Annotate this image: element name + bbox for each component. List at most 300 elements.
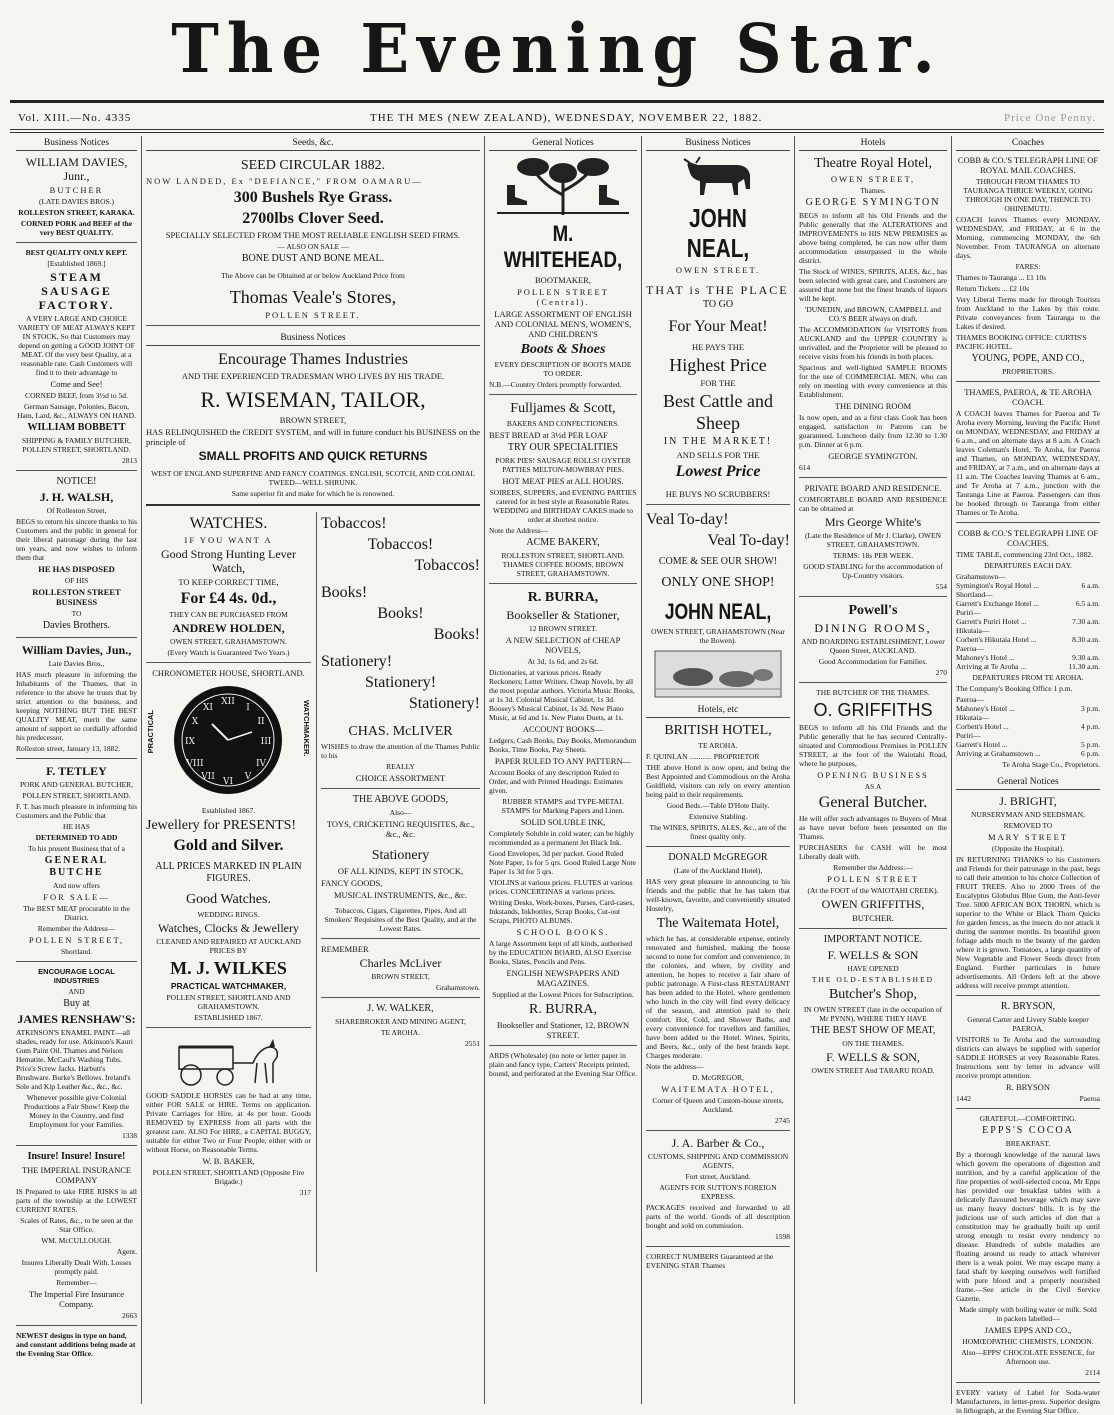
- ad-text: AS A: [864, 782, 882, 791]
- ad-heading: JAMES RENSHAW'S:: [17, 1012, 136, 1026]
- ad-text: Tobaccos, Cigars, Cigarettes, Pipes, And all Smokers' Requisites of the Best Quality, and at the Lowest Rates.: [324, 906, 477, 933]
- timetable-time: 6 p.m.: [1081, 749, 1100, 758]
- svg-text:X: X: [191, 717, 199, 727]
- ad-text: IN THE MARKET!: [663, 436, 773, 447]
- ad-text: (Every Watch is Guaranteed Two Years.): [167, 648, 290, 657]
- ad-text: OF HIS: [64, 576, 89, 585]
- ad-text: BUTCHER: [49, 185, 104, 195]
- ad-heading: THAMES, PAEROA, & TE AROHA COACH.: [964, 387, 1092, 407]
- ad-heading: J. W. WALKER,: [367, 1003, 434, 1014]
- ad-number-row: [956, 1094, 1100, 1103]
- ad-heading: Insure! Insure! Insure!: [27, 1151, 126, 1162]
- ad-text: FARES:: [1015, 262, 1041, 271]
- ad-text: Return Tickets ... £2 10s: [956, 284, 1030, 293]
- section-header: Coaches: [956, 136, 1100, 151]
- divider: [646, 846, 790, 847]
- ad-number: 1338: [122, 1131, 137, 1140]
- ad-heading: Gold and Silver.: [173, 837, 284, 854]
- timetable-time: 4 p.m.: [1081, 722, 1100, 731]
- ad-text: NOW LANDED, Ex "DEFIANCE," FROM OAMARU—: [146, 176, 423, 186]
- ad-heading: Stationery!: [408, 695, 480, 712]
- ad-text: Davies Brothers.: [42, 620, 111, 631]
- watch-ads: [146, 512, 311, 1272]
- timetable-stop: Mahoney's Hotel ...: [956, 653, 1015, 662]
- clock-icon: [172, 684, 284, 796]
- ad-heading: ENCOURAGE LOCAL INDUSTRIES: [38, 967, 115, 985]
- ad-text: WEST OF ENGLAND SUPERFINE AND FANCY COATINGS. ENGLISH, SCOTCH, AND COLONIAL TWEED—WELL SHRUNK.: [151, 469, 475, 487]
- ad-text: JAMES EPPS AND CO.,: [984, 1325, 1072, 1335]
- place-date: THE TH MES (NEW ZEALAND), WEDNESDAY, NOVEMBER 22, 1882.: [370, 112, 763, 124]
- ad-text: To his present Business that of a: [28, 844, 125, 853]
- ad-text: DEPARTURES EACH DAY.: [984, 561, 1072, 570]
- ad-heading: DONALD McGREGOR: [668, 852, 768, 863]
- ad-heading: BRITISH HOTEL,: [664, 723, 772, 738]
- ad-heading: SMALL PROFITS AND QUICK RETURNS: [198, 449, 428, 463]
- ad-text: SPECIALLY SELECTED FROM THE MOST RELIABLE ENGLISH SEED FIRMS.: [165, 230, 461, 240]
- divider: [646, 1246, 790, 1247]
- divider: [16, 1145, 137, 1146]
- ad-text: Is now open, and as a first class Cook has been engaged, satisfaction to Patrons can be guaranteed. Luncheon daily from 12.30 to 1.30 p.m. Dinner at 6 p.m.: [799, 413, 947, 449]
- ad-heading: J. BRIGHT,: [999, 794, 1057, 808]
- ad-text: BROWN STREET,: [279, 415, 347, 425]
- column-seeds: [142, 136, 484, 1404]
- column-coaches: [952, 136, 1104, 1415]
- ad-heading: Charles McLiver: [359, 956, 442, 970]
- ad-number: 2813: [122, 456, 137, 465]
- ad-heading: Butcher's Shop,: [828, 987, 918, 1002]
- ad-text: Thames.: [860, 186, 886, 195]
- ad-heading: R. BURRA,: [527, 590, 599, 605]
- ad-text: THE above Hotel is now open, and being the Best Appointed and Commodious on the Aroha Goldfield, visitors can rely on every attention being paid to their requirements.: [646, 763, 790, 799]
- ad-text: OWEN STREET, GRAHAMSTOWN.: [170, 637, 287, 646]
- ad-heading: ACME BAKERY,: [526, 537, 600, 548]
- section-header: Hotels, etc: [646, 703, 790, 718]
- ad-text: BAKERS AND CONFECTIONERS.: [506, 419, 620, 428]
- ad-text: By a thorough knowledge of the natural laws which govern the operations of digestion and nutrition, and by a careful application of the fine properties of well-selected cocoa, Mr Epps has provided our breakfast tables with a delicately flavoured beverage which may save us many heavy doctors' bills. It is by the judicious use of such articles of diet that a constitution may be gradually built up until strong enough to resist every tendency to disease. Hundreds of subtle maladies are floating around us ready to attack wherever there is a weak point. We may escape many a fatal shaft by keeping ourselves well fortified with pure blood and a properly nourished frame.—See article in the Civil Service Gazette.: [956, 1150, 1100, 1303]
- ad-text: ROLLESTON STREET BUSINESS: [32, 587, 121, 607]
- ad-text: IN RETURNING THANKS to his Customers and Friends for their patronage in the past, begs to call their attention to his choice Collection of FRUIT TREES. Also to 2000 Trees of the Eucalyptus Globulus Blue Gum, the Anti-fever Tree. 5000 AFRICAN BOX THORN, which is superior to the White or Black Thorn Quicks for garden fences, as the insects do not attack it during the summer months. Its beautiful green foliage adds much to the beauty of the garden where it is grown. Tomatoes, a large quantity of New Vegetable and Flower Seeds direct from England. Further particulars in future advertisements. All Orders left at the above address will receive prompt attention.: [956, 855, 1100, 990]
- ad-heading: WILLIAM BOBBETT: [27, 422, 126, 433]
- ad-heading: Best Cattle and Sheep: [663, 391, 773, 433]
- ad-heading: Lowest Price: [675, 463, 761, 480]
- divider: [646, 1130, 790, 1131]
- ad-heading: Boots & Shoes: [520, 342, 606, 357]
- svg-text:VI: VI: [222, 777, 234, 787]
- ad-text: CORNED PORK and BEEF of the very BEST QUALITY.: [20, 219, 133, 237]
- ad-text: BEGS to return his sincere thanks to his Customers and the public in general for their liberal patronage during the last ten years, and now wishes to inform them that: [16, 517, 137, 562]
- ad-text: TE AROHA.: [698, 741, 738, 750]
- ad-heading: CHAS. McLIVER: [348, 724, 453, 739]
- ad-heading: J. H. WALSH,: [39, 490, 114, 504]
- ad-heading: IMPORTANT NOTICE.: [823, 934, 923, 945]
- ad-heading: Veal To-day!: [707, 532, 790, 549]
- ad-text: D. McGREGOR,: [692, 1073, 744, 1082]
- ad-text: EVERY variety of Label for Soda-water Manufacturers, in letter-press. Superior designs in lithograph, at the Evening Star Office.: [956, 1388, 1100, 1415]
- ad-heading: O. GRIFFITHS: [813, 700, 933, 720]
- ad-text: Thames to Tauranga ... £1 10s: [956, 273, 1047, 282]
- ad-text: Established 1867.: [201, 806, 256, 815]
- svg-text:I: I: [246, 703, 250, 713]
- ad-text: TO KEEP CORRECT TIME,: [178, 577, 279, 587]
- ad-heading: COBB & CO.'S TELEGRAPH LINE OF ROYAL MAIL COACHES.: [957, 155, 1099, 175]
- divider: [146, 662, 311, 663]
- ad-text: PAPER RULED TO ANY PATTERN—: [494, 756, 632, 766]
- ad-text: CUSTOMS, SHIPPING AND COMMISSION AGENTS,: [647, 1152, 789, 1170]
- timetable-stop: Garrett's Exchange Hotel ...: [956, 599, 1039, 608]
- ad-text: AND: [68, 987, 85, 996]
- divider: [321, 997, 480, 998]
- ad-text: N.B.—Country Orders promptly forwarded.: [489, 380, 622, 389]
- ad-heading: 300 Bushels Rye Grass.: [233, 189, 393, 206]
- ad-text: (Late of the Auckland Hotel),: [673, 866, 763, 875]
- ad-text: FOR THE: [700, 378, 736, 388]
- timetable-row: [956, 572, 1100, 581]
- ad-text: Rolleston street, January 13, 1882.: [16, 744, 120, 753]
- divider: [321, 938, 480, 939]
- ad-text: The Stock of WINES, SPIRITS, ALES, &c., has been selected with great care, and Customers are assured that none but the finest brands of liquors will be kept.: [799, 267, 947, 303]
- divider: [16, 961, 137, 962]
- timetable-time: 6.5 a.m.: [1075, 599, 1100, 608]
- section-header: Seeds, &c.: [146, 136, 480, 151]
- ad-heading: F. TETLEY: [46, 764, 107, 778]
- column-hotels: [795, 136, 951, 1404]
- ad-text: 'DUNEDIN, and BROWN, CAMPBELL and CO.'S BEER always on draft.: [804, 305, 942, 323]
- timetable-stop: Arriving at Grahamstown ...: [956, 749, 1041, 758]
- ad-text: OWEN STREET,: [830, 174, 916, 184]
- ad-heading: JOHN NEAL,: [686, 203, 750, 263]
- ad-text: HE BUYS NO SCRUBBERS!: [665, 489, 771, 499]
- ad-number: 2114: [1085, 1368, 1100, 1377]
- ad-text: Of Rolleston Street,: [46, 506, 107, 515]
- timetable-stop: Puriri—: [956, 608, 981, 617]
- ad-text: Insures Liberally Dealt With. Losses promptly paid.: [21, 1258, 132, 1276]
- ad-text: BEGS to inform all his Old Friends and the Public generally that he has secured Centrally-situated and Commodious Premises in POLLEN STREET, at the foot of the Waiotahi Road, where he purposes,: [799, 723, 947, 768]
- ad-heading: YOUNG, POPE, AND CO.,: [971, 353, 1085, 364]
- dateline: [14, 108, 1100, 128]
- timetable-time: 9.30 a.m.: [1072, 653, 1100, 662]
- ad-text: Dictionaries, at various prices. Ready Reckoners; Letter Writers. Cheap Novels, by all the most popular authors. Victoria Music Books, at 1s 3d. Colonial Musical Cabinet, 1s 3d. Boosey's Musical Cabinet, 1s 3d. New Piano Music, at 6d and 1s. New Piano Duets, at 1s.: [489, 668, 635, 722]
- timetable-row: [956, 749, 1100, 758]
- timetable-row: [956, 635, 1100, 644]
- timetable-row: [956, 626, 1100, 635]
- ad-text: IN OWEN STREET (late in the occupation of Mr PYNN), WHERE THEY HAVE: [803, 1005, 943, 1023]
- ad-text: AND SELLS FOR THE: [676, 450, 760, 460]
- ad-text: Whenever possible give Colonial Productions a Fair Show! Keep the Money in the Country, and find Employment for your Families.: [23, 1093, 130, 1129]
- ad-text: COMFORTABLE BOARD AND RESIDENCE can be obtained at: [799, 495, 947, 513]
- timetable-row: [956, 644, 1100, 653]
- timetable-row: [956, 590, 1100, 599]
- ad-text: BREAKFAST.: [1005, 1139, 1051, 1148]
- svg-text:XII: XII: [221, 697, 235, 707]
- ad-heading: For Your Meat!: [668, 318, 768, 335]
- ad-text: CORRECT NUMBERS Guaranteed at the EVENING STAR Thames: [646, 1252, 774, 1270]
- divider: [146, 325, 480, 326]
- ad-text: ON THE THAMES.: [842, 1039, 904, 1048]
- timetable-stop: Hikutaia—: [956, 713, 990, 722]
- ad-text: POLLEN STREET,: [28, 935, 125, 945]
- ad-text: 12 BROWN STREET.: [529, 624, 597, 633]
- ad-text: General Carter and Livery Stable keeper PAEROA.: [967, 1015, 1089, 1033]
- divider: [489, 1045, 637, 1046]
- ad-text: CHRONOMETER HOUSE, SHORTLAND.: [152, 668, 305, 678]
- ad-text: Good Beds.—Table D'Hote Daily.: [666, 801, 770, 810]
- ad-text: Corner of Queen and Custom-house streets, Auckland.: [652, 1096, 784, 1114]
- divider: [321, 788, 480, 789]
- ad-text: ARDS (Wholesale) (no note or letter paper in plain and fancy type, Carters' Receipts printed, bound, and perforated at the Evening Star Office.: [489, 1051, 637, 1078]
- dateline-rule-top: [10, 129, 1104, 130]
- ad-heading: R. BURRA,: [528, 1002, 598, 1017]
- ad-heading: Fulljames & Scott,: [510, 401, 616, 416]
- ad-text: SHAREBROKER AND MINING AGENT,: [335, 1017, 466, 1026]
- ad-text: AGENTS FOR SUTTON'S FOREIGN EXPRESS.: [659, 1183, 777, 1201]
- ad-text: Supplied at the Lowest Prices for Subscription.: [492, 990, 634, 999]
- divider: [16, 242, 137, 243]
- divider: [16, 758, 137, 759]
- cattle-illustration: [653, 649, 783, 699]
- ad-text: CLEANED AND REPAIRED AT AUCKLAND PRICES BY: [156, 937, 301, 955]
- ad-text: BOOTMAKER,: [535, 275, 591, 285]
- mcliver-ad: [321, 512, 480, 1272]
- clock-label-left: PRACTICAL: [146, 710, 155, 754]
- ad-number: 1442: [956, 1094, 971, 1103]
- ad-number: 554: [935, 582, 947, 591]
- ad-text: SHIPPING & FAMILY BUTCHER, POLLEN STREET, SHORTLAND.: [21, 436, 132, 454]
- ad-heading: Books!: [433, 626, 480, 643]
- svg-text:IX: IX: [185, 737, 195, 747]
- section-header: General Notices: [956, 775, 1100, 790]
- ad-text: Fort street, Auckland.: [685, 1172, 751, 1181]
- ad-text: VIOLINS at various prices. FLUTES at various prices. CONCERTINAS at various prices.: [489, 878, 633, 896]
- ad-text: WM. McCULLOUGH.: [41, 1236, 112, 1245]
- ad-heading: Highest Price: [669, 355, 767, 375]
- ad-text: GEORGE SYMINGTON.: [828, 451, 918, 461]
- ad-text: Bookseller & Stationer,: [506, 608, 620, 622]
- ad-text: FOR SALE—: [43, 892, 110, 902]
- ad-text: OWEN STREET.: [675, 265, 761, 275]
- ad-heading: SEED CIRCULAR 1882.: [240, 158, 386, 173]
- ad-heading: Tobaccos!: [321, 515, 387, 532]
- ad-text: BEST BREAD at 3½d PER LOAF: [489, 430, 608, 440]
- timetable-stop: Paeroa—: [956, 695, 984, 704]
- ad-heading: Stationery!: [364, 674, 437, 691]
- ad-text: BROWN STREET,: [371, 972, 430, 981]
- section-header: Hotels: [799, 136, 947, 151]
- divider: [16, 470, 137, 471]
- ad-text: Same superior fit and make for which he is renowned.: [231, 489, 395, 498]
- ad-text: The ACCOMMODATION for VISITORS from AUCKLAND and the UPPER COUNTRY is unrivalled, and the Proprietor will be pleased to receive visits from his friends in both places.: [799, 325, 947, 361]
- timetable-row: [956, 695, 1100, 704]
- timetable-stop: Shortland—: [956, 590, 993, 599]
- ad-text: TO: [71, 609, 82, 618]
- ad-heading: STEAM SAUSAGE FACTORY.: [38, 270, 115, 312]
- divider: [16, 1325, 137, 1326]
- carriage-icon: [169, 1033, 289, 1087]
- ad-text: Te Aroha Stage Co., Proprietors.: [1002, 760, 1100, 769]
- ad-heading: R. BRYSON,: [1000, 1001, 1056, 1012]
- ad-text: THE ABOVE GOODS,: [352, 794, 449, 805]
- ad-number: 2745: [775, 1116, 790, 1125]
- ad-text: MARY STREET: [987, 832, 1068, 842]
- timetable-row: [956, 662, 1100, 671]
- ad-text: HAS RELINQUISHED the CREDIT SYSTEM, and will in future conduct his BUSINESS on the principle of: [146, 427, 480, 447]
- divider: [146, 504, 480, 506]
- ad-text: THE BEST SHOW OF MEAT,: [810, 1025, 936, 1036]
- divider: [956, 381, 1100, 382]
- ad-heading: The Waitemata Hotel,: [656, 916, 780, 931]
- divider: [799, 682, 947, 683]
- ad-text: A NEW SELECTION of CHEAP NOVELS,: [505, 635, 621, 655]
- ad-text: HOT MEAT PIES at ALL HOURS.: [502, 476, 624, 486]
- ad-heading: General Butcher.: [818, 794, 928, 811]
- price: Price One Penny.: [1004, 112, 1096, 124]
- ad-text: WEDDING RINGS.: [197, 910, 260, 919]
- newspaper-title: The Evening Star.: [171, 10, 943, 89]
- ad-text: Come and See!: [50, 379, 103, 389]
- divider: [489, 583, 637, 584]
- timetable-stop: Arriving at Te Aroha ...: [956, 662, 1026, 671]
- ad-text: Scales of Rates, &c., to be seen at the Star Office.: [20, 1216, 133, 1234]
- ad-text: LARGE ASSORTMENT OF ENGLISH AND COLONIAL MEN'S, WOMEN'S, AND CHILDREN'S: [494, 309, 632, 339]
- ad-text: EVERY DESCRIPTION OF BOOTS MADE TO ORDER.: [494, 360, 632, 378]
- ad-text: REMEMBER: [321, 944, 369, 954]
- ad-heading: Encourage Thames Industries: [218, 351, 408, 368]
- ad-heading: William Davies, Jun.,: [21, 643, 132, 657]
- ad-number: 614: [799, 463, 811, 472]
- ad-text: Ledgers, Cash Books, Day Books, Memorandum Books, Time Books, Pay Sheets.: [489, 736, 637, 754]
- ad-number: 317: [299, 1188, 311, 1197]
- volume-number: Vol. XIII.—No. 4335: [18, 112, 132, 124]
- ad-text: VISITORS to Te Aroha and the surrounding districts can always be supplied with superior SADDLE HORSES at very Reasonable Rates. Instructions sent by letter in advance will receive prompt attention.: [956, 1035, 1100, 1080]
- ad-text: BEST QUALITY ONLY KEPT.: [25, 248, 128, 257]
- ad-text: HOMŒOPATHIC CHEMISTS, LONDON.: [962, 1337, 1094, 1346]
- timetable-row: [956, 617, 1100, 626]
- ad-heading: R. WISEMAN, TAILOR,: [200, 387, 426, 412]
- column-business-notices-2: [642, 136, 794, 1404]
- ad-heading: Powell's: [848, 603, 898, 618]
- ad-heading: Good Watches.: [186, 892, 271, 907]
- divider: [799, 477, 947, 478]
- ad-text: BEGS to inform all his Old Friends and the Public generally that the ALTERATIONS and IMPROVEMENTS to HIS NEW PREMISES as above being completed, he can now offer them accommodation unsurpassed in the whole district.: [799, 211, 947, 265]
- ad-text: Note the address—: [646, 1062, 704, 1071]
- split-ads: [146, 512, 480, 1272]
- divider: [956, 1382, 1100, 1383]
- ad-text: NURSERYMAN AND SEEDSMAN,: [971, 810, 1085, 819]
- ad-number: 1598: [775, 1232, 790, 1241]
- ad-text: Good Strong Hunting Lever Watch,: [161, 547, 296, 575]
- svg-text:III: III: [260, 737, 272, 747]
- ad-text: F. T. has much pleasure in informing his Customers and the Public that: [16, 802, 137, 820]
- ad-text: OWEN STREET, GRAHAMSTOWN (Near the Bowen).: [651, 627, 785, 645]
- ad-text: HAVE OPENED: [847, 964, 899, 973]
- ad-text: Extensive Stabling.: [688, 812, 748, 821]
- ad-text: AND THE EXPERIENCED TRADESMAN WHO LIVES BY HIS TRADE.: [181, 371, 445, 381]
- ad-text: A COACH leaves Thames for Paeroa and Te Aroha every Morning, leaving the Pacific Hotel on MONDAY, WEDNESDAY, and FRIDAY at 6 a.m., and on alternate days at 8 a.m. A Coach leaves Coleman's Hotel, Te Aroha, for Paeroa and Thames, on MONDAY, WEDNESDAY, and FRIDAY, at 7 a.m., and on alternate days at 11 a.m. The Coaches leaving Thames at 6 am., and Te Aroha at 7 a.m., junction with the Tauranga Line at Paeroa. Passengers can thus be booked through to Tauranga from either Thames or Te Aroha.: [956, 409, 1100, 517]
- timetable-time: 7.30 a.m.: [1072, 617, 1100, 626]
- section-header: Business Notices: [146, 331, 480, 346]
- ad-text: TIME TABLE, commencing 23rd Oct., 1882.: [956, 550, 1093, 559]
- ad-text: ACCOUNT BOOKS—: [522, 724, 604, 734]
- ad-text: R. BRYSON: [1006, 1082, 1050, 1092]
- ad-text: POLLEN STREET, SHORTLAND.: [22, 791, 131, 800]
- ad-text: F. QUINLAN ............ PROPRIETOR: [646, 752, 760, 761]
- ad-heading: Veal To-day!: [646, 511, 729, 528]
- ad-heading: Books!: [377, 605, 424, 622]
- ad-text: IF YOU WANT A: [184, 535, 273, 545]
- divider: [489, 394, 637, 395]
- ad-text: (Late the Residence of Mr J. Clarke), OWEN STREET, GRAHAMSTOWN.: [805, 531, 941, 549]
- ad-text: ALL PRICES MARKED IN PLAIN FIGURES.: [155, 861, 302, 884]
- ad-text: German Sausage, Polonies, Bacon, Ham, Lard, &c., ALWAYS ON HAND.: [17, 402, 136, 420]
- timetable-stop: Corbett's Hikutaia Hotel ...: [956, 635, 1037, 644]
- timetable-row: [956, 653, 1100, 662]
- ad-heading: Books!: [321, 584, 368, 601]
- ad-text: A VERY LARGE AND CHOICE VARIETY OF MEAT ALWAYS KEPT IN STOCK, So that Customers may depend on getting a GOOD JOINT OF MEAT. Of the very best Quality, at a reasonable rate. Cash Customers will find it to their advantage to: [17, 314, 136, 377]
- svg-text:IV: IV: [255, 759, 267, 769]
- ad-text: Writing Desks, Work-boxes, Purses, Card-cases, Inkstands, Inkbottles, Scrap Books, Cut-out Scraps, PHOTO ALBUMS.: [489, 898, 635, 925]
- ad-heading: Tobaccos!: [414, 557, 480, 574]
- ad-text: The Imperial Fire Insurance Company.: [28, 1289, 125, 1309]
- ad-text: HE HAS DISPOSED: [38, 564, 115, 574]
- ad-heading: 2700lbs Clover Seed.: [242, 210, 384, 227]
- ad-text: TE AROHA.: [380, 1028, 421, 1037]
- ad-heading: EPPS'S COCOA: [982, 1125, 1074, 1136]
- ad-number: 2551: [465, 1039, 480, 1048]
- timetable-stop: Puriri—: [956, 731, 981, 740]
- ad-text: GOOD STABLING for the accommodation of Up-Country visitors.: [803, 562, 943, 580]
- ad-number: 270: [935, 668, 947, 677]
- ad-text: OPENING BUSINESS: [817, 770, 929, 780]
- ad-text: Grahamstown.: [436, 983, 480, 992]
- ad-heading: F. WELLS & SON: [827, 948, 919, 962]
- divider: [956, 522, 1100, 523]
- ad-text: CHOICE ASSORTMENT: [355, 773, 446, 783]
- ad-heading: GENERAL BUTCHE: [44, 855, 109, 878]
- masthead-rule: [10, 100, 1104, 103]
- section-header: Business Notices: [16, 136, 137, 151]
- ad-text: Remember the Address—: [37, 924, 116, 933]
- ad-text: Good Accommodation for Families.: [818, 657, 928, 666]
- ad-text: PORK AND GENERAL BUTCHER,: [19, 780, 134, 789]
- ad-text: Also—EPPS' CHOCOLATE ESSENCE, for Afternoon use.: [961, 1348, 1095, 1366]
- ad-heading: Thomas Veale's Stores,: [229, 287, 397, 307]
- dateline-rule-bottom: [10, 132, 1104, 133]
- divider: [799, 928, 947, 929]
- timetable-stop: Mahoney's Hotel ...: [956, 704, 1015, 713]
- ad-text: Remember—: [56, 1278, 97, 1287]
- ad-text: DEPARTURES FROM TE AROHA.: [972, 673, 1084, 682]
- ad-text: BUTCHER.: [852, 913, 894, 923]
- ad-text: NEWEST designs in type on hand, and constant additions being made at the Evening Star Office.: [16, 1331, 136, 1358]
- ad-text: TOYS, CRICKETING REQUISITES, &c., &c., &c.: [326, 819, 475, 839]
- ad-text: And now offers: [53, 881, 100, 890]
- timetable-row: [956, 608, 1100, 617]
- timetable-stop: Paeroa—: [956, 644, 984, 653]
- ad-heading: Stationery: [371, 848, 430, 863]
- divider: [799, 596, 947, 597]
- timetable-row: [956, 581, 1100, 590]
- ad-number: 2663: [122, 1311, 137, 1320]
- ad-text: TO GO: [702, 299, 734, 310]
- ad-text: THE OLD-ESTABLISHED: [811, 975, 935, 984]
- timetable-returns: [956, 695, 1100, 758]
- ad-text: [Established 1869.]: [47, 259, 106, 268]
- section-header: Business Notices: [646, 136, 790, 151]
- ad-text: HE HAS: [63, 822, 90, 831]
- ad-heading: JOHN NEAL,: [664, 599, 772, 624]
- ad-text: PORK PIES! SAUSAGE ROLLS! OYSTER PATTIES MELTON-MOWBRAY PIES.: [495, 456, 631, 474]
- ad-text: Spacious and well-lighted SAMPLE ROOMS for the use of COMMERCIAL MEN, who can rely on meeting with every convenience at this Establishment.: [799, 363, 947, 399]
- divider: [16, 637, 137, 638]
